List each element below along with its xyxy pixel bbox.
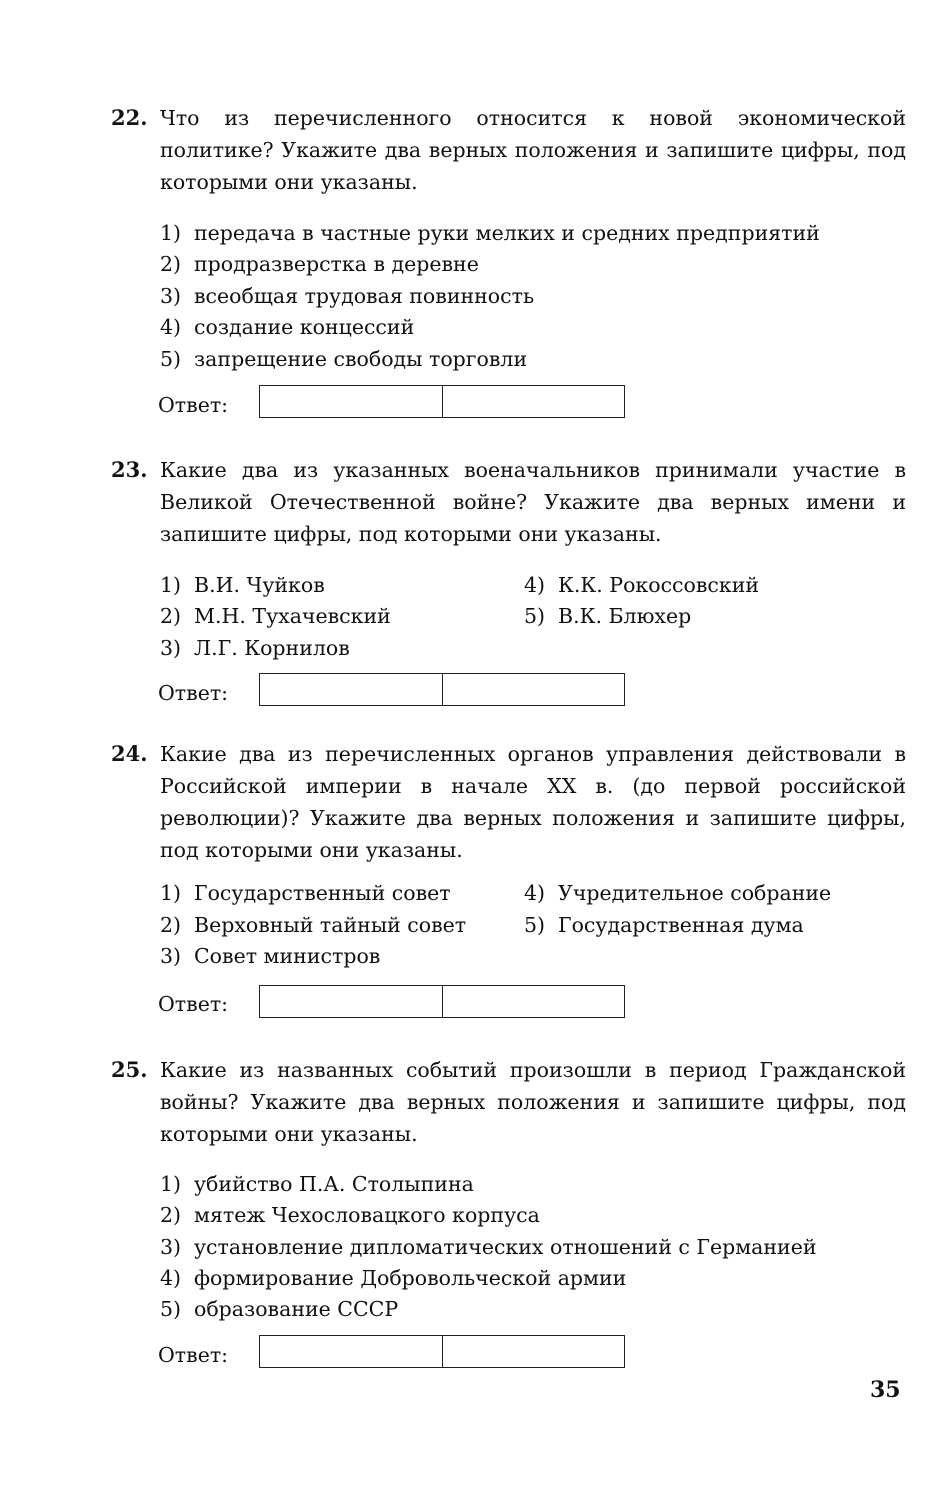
answer-cell-1[interactable] <box>260 386 442 417</box>
option-item: 5) В.К. Блюхер <box>524 604 692 628</box>
task-question: Какие из названных событий произошли в период Гражданской войны? Укажите два верных положения и запишите цифры, под которыми они указаны. <box>160 1058 906 1146</box>
option-item: 4) К.К. Рокоссовский <box>524 573 760 597</box>
option-item: 1) В.И. Чуйков <box>160 573 325 597</box>
option-item: 2) продразверстка в деревне <box>160 252 479 276</box>
option-item: 2) Верховный тайный совет <box>160 913 467 937</box>
option-item: 4) Учредительное собрание <box>524 881 832 905</box>
answer-cell-2[interactable] <box>442 1336 625 1367</box>
task-number: 23. <box>111 457 148 482</box>
answer-cell-2[interactable] <box>442 386 625 417</box>
answer-box <box>259 985 625 1018</box>
task-number: 22. <box>111 105 148 130</box>
option-item: 3) всеобщая трудовая повинность <box>160 284 535 308</box>
option-item: 2) мятеж Чехословацкого корпуса <box>160 1203 540 1227</box>
option-item: 3) Совет министров <box>160 944 381 968</box>
answer-cell-1[interactable] <box>260 1336 442 1367</box>
answer-box <box>259 673 625 706</box>
option-item: 1) Государственный совет <box>160 881 451 905</box>
option-item: 4) создание концессий <box>160 315 415 339</box>
option-item: 3) установление дипломатических отношений с Германией <box>160 1235 817 1259</box>
option-item: 4) формирование Добровольческой армии <box>160 1266 627 1290</box>
answer-cell-1[interactable] <box>260 674 442 705</box>
page-number: 35 <box>870 1377 901 1403</box>
option-item: 5) Государственная дума <box>524 913 804 937</box>
option-item: 5) запрещение свободы торговли <box>160 347 528 371</box>
answer-cell-1[interactable] <box>260 986 442 1017</box>
answer-label: Ответ: <box>158 1343 229 1367</box>
option-item: 5) образование СССР <box>160 1297 399 1321</box>
answer-label: Ответ: <box>158 393 229 417</box>
answer-label: Ответ: <box>158 681 229 705</box>
task-number: 24. <box>111 741 148 766</box>
answer-cell-2[interactable] <box>442 986 625 1017</box>
task-number: 25. <box>111 1057 148 1082</box>
task-question: Какие два из перечисленных органов управления действовали в Российской империи в начале XX в. (до первой российской революции)? Укажите два верных положения и запишите цифры, под которыми они указаны. <box>160 742 906 862</box>
task-question: Какие два из указанных военачальников принимали участие в Великой Отечественной войне? Укажите два верных имени и запишите цифры, под которыми они указаны. <box>160 458 906 546</box>
answer-label: Ответ: <box>158 992 229 1016</box>
option-item: 1) передача в частные руки мелких и средних предприятий <box>160 221 820 245</box>
answer-box <box>259 385 625 418</box>
answer-cell-2[interactable] <box>442 674 625 705</box>
option-item: 2) М.Н. Тухачевский <box>160 604 391 628</box>
option-item: 3) Л.Г. Корнилов <box>160 636 350 660</box>
answer-box <box>259 1335 625 1368</box>
task-question: Что из перечисленного относится к новой экономической политике? Укажите два верных положения и запишите цифры, под которыми они указаны. <box>160 106 906 194</box>
option-item: 1) убийство П.А. Столыпина <box>160 1172 474 1196</box>
